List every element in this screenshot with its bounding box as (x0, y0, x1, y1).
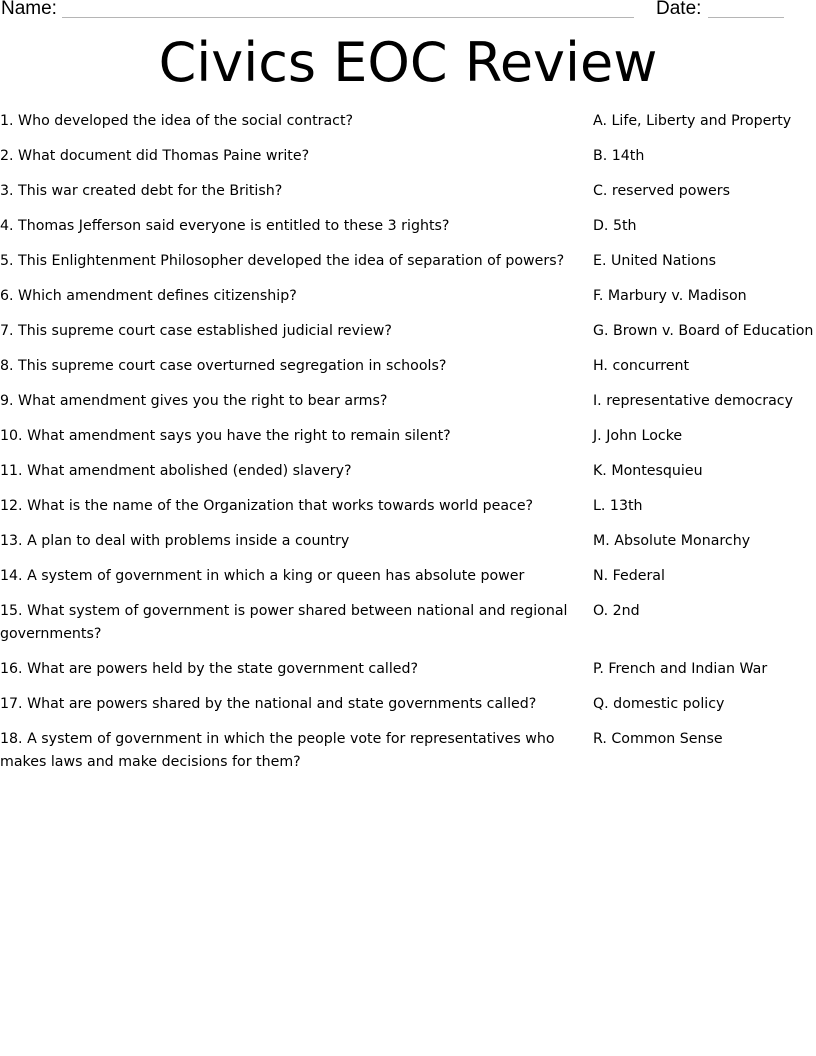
qa-row (0, 320, 816, 355)
qa-row (0, 250, 816, 285)
answer-option: D. 5th (593, 218, 637, 234)
answer-option: P. French and Indian War (593, 661, 768, 677)
qa-row (0, 390, 816, 425)
question-text: 6. Which amendment defines citizenship? (0, 288, 297, 304)
answer-option: K. Montesquieu (593, 463, 703, 479)
answer-option: G. Brown v. Board of Education (593, 323, 814, 339)
answer-option: L. 13th (593, 498, 643, 514)
answer-option: C. reserved powers (593, 183, 731, 199)
qa-row (0, 180, 816, 215)
qa-row (0, 460, 816, 495)
question-answer-list (0, 110, 816, 786)
question-text: 2. What document did Thomas Paine write? (0, 148, 310, 164)
question-text: 17. What are powers shared by the national and state governments called? (0, 696, 537, 712)
question-text: 16. What are powers held by the state government called? (0, 661, 419, 677)
question-text: 3. This war created debt for the British? (0, 183, 283, 199)
question-text: 1. Who developed the idea of the social contract? (0, 113, 354, 129)
qa-row (0, 215, 816, 250)
answer-option: N. Federal (593, 568, 665, 584)
name-blank-line (62, 17, 634, 18)
answer-option: M. Absolute Monarchy (593, 533, 751, 549)
answer-option: O. 2nd (593, 603, 640, 619)
qa-row (0, 600, 816, 658)
answer-option: H. concurrent (593, 358, 690, 374)
date-label: Date: (656, 0, 702, 19)
answer-option: I. representative democracy (593, 393, 793, 409)
qa-row (0, 565, 816, 600)
answer-option: A. Life, Liberty and Property (593, 113, 792, 129)
question-text: 10. What amendment says you have the right to remain silent? (0, 428, 451, 444)
qa-row (0, 425, 816, 460)
answer-option: F. Marbury v. Madison (593, 288, 747, 304)
answer-option: B. 14th (593, 148, 645, 164)
qa-row (0, 285, 816, 320)
qa-row (0, 658, 816, 693)
answer-option: Q. domestic policy (593, 696, 725, 712)
question-text: 7. This supreme court case established judicial review? (0, 323, 392, 339)
question-text: 13. A plan to deal with problems inside a country (0, 533, 350, 549)
qa-row (0, 355, 816, 390)
question-text: 8. This supreme court case overturned segregation in schools? (0, 358, 447, 374)
question-text: 15. What system of government is power shared between national and regional governments? (0, 603, 568, 642)
qa-row (0, 530, 816, 565)
answer-option: E. United Nations (593, 253, 716, 269)
question-text: 11. What amendment abolished (ended) slavery? (0, 463, 352, 479)
answer-option: J. John Locke (593, 428, 683, 444)
name-label: Name: (1, 0, 57, 19)
question-text: 4. Thomas Jefferson said everyone is entitled to these 3 rights? (0, 218, 450, 234)
qa-row (0, 110, 816, 145)
question-text: 14. A system of government in which a king or queen has absolute power (0, 568, 525, 584)
question-text: 9. What amendment gives you the right to bear arms? (0, 393, 388, 409)
page-title: Civics EOC Review (158, 31, 658, 94)
question-text: 18. A system of government in which the people vote for representatives who makes laws and make decisions for them? (0, 731, 555, 770)
qa-row (0, 145, 816, 180)
qa-row (0, 693, 816, 728)
question-text: 5. This Enlightenment Philosopher developed the idea of separation of powers? (0, 253, 565, 269)
date-blank-line (708, 17, 784, 18)
worksheet-header (0, 0, 816, 24)
qa-row (0, 728, 816, 786)
answer-option: R. Common Sense (593, 731, 723, 747)
qa-row (0, 495, 816, 530)
question-text: 12. What is the name of the Organization that works towards world peace? (0, 498, 534, 514)
